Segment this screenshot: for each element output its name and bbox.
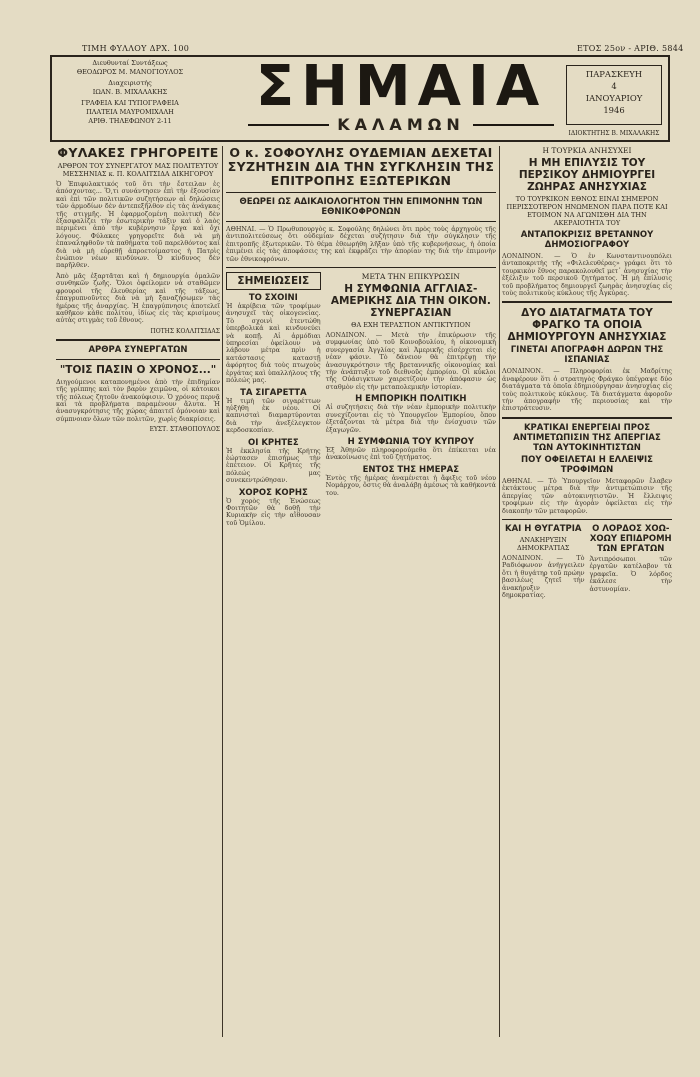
kicker: Η ΤΟΥΡΚΙΑ ΑΝΗΣΥΧΕΙ (542, 146, 632, 155)
headline-rule (226, 192, 496, 193)
subheadline: ΑΝΤΑΠΟΚΡΙΣΙΣ ΒΡΕΤΑΝΝΟΥ ΔΗΜΟΣΙΟΓΡΑΦΟΥ (520, 230, 654, 250)
article-headline: ΧΟΡΟΣ ΚΟΡΗΣ (238, 487, 308, 498)
section-rule (502, 301, 672, 303)
headline-agreement: Η ΣΥΜΦΩΝΙΑ ΑΓΓΛΙΑΣ-ΑΜΕΡΙΚΗΣ ΔΙΑ ΤΗΝ ΟΙΚΟΝ. ΣΥΝΕΡΓΑΣΙΑΝ (330, 283, 491, 320)
notes-column (226, 272, 321, 530)
article-text: Ἡ ἀκρίβεια τῶν τροφίμων ἀνησυχεῖ τὰς οἰκογενείας. Τὸ σχοινὶ ἐτεντώθη ὑπερβολικά καὶ κινδυνεύει νὰ κοπῇ. Αἱ ἁρμόδιαι ὑπηρεσίαι ὀφείλουν νὰ λάβουν μέτρα πρὶν ἡ κατάστασις καταστῇ ἀφόρητος διὰ τοὺς πτωχοὺς ἐργάτας καὶ ὑπαλλήλους τῆς πόλεώς μας. (226, 302, 321, 385)
section-rule (226, 267, 496, 268)
article-text: Ἡ ἐκκλησία τῆς Κρήτης ἐώρτασεν ἐπισήμως τὴν ἐπέτειον. Οἱ Κρῆτες τῆς πόλεώς μας συνεκεντρώθησαν. (226, 446, 321, 485)
column-left (56, 146, 220, 1037)
article-text: Ἐντὸς τῆς ἡμέρας ἀναμένεται ἡ ἄφιξις τοῦ νέου Νομάρχου, ὅστις θὰ ἀναλάβῃ ἀμέσως τὰ καθήκοντά του. (325, 473, 496, 497)
date-box (566, 65, 662, 140)
subheadline: ΠΟΥ ΟΦΕΙΛΕΤΑΙ Η ΕΛΛΕΙΨΙΣ ΤΡΟΦΙΜΩΝ (521, 454, 653, 475)
article-text: Ἀντιπρόσωποι τῶν ἐργατῶν κατέλαβον τὰ γραφεῖα. Ὁ λόρδος ἐκάλεσε τὴν ἀστυνομίαν. (589, 554, 672, 593)
article-headline: Η ΕΜΠΟΡΙΚΗ ΠΟΛΙΤΙΚΗ (355, 394, 467, 405)
column-divider (499, 146, 500, 1037)
column-middle (226, 146, 496, 1037)
weekday: ΠΑΡΑΣΚΕΥΗ (585, 69, 643, 79)
owner-label: ΙΔΙΟΚΤΗΤΗΣ Β. ΜΙΧΑΛΑΚΗΣ (568, 130, 660, 137)
article-text: Ἐξ Ἀθηνῶν πληροφορούμεθα ὅτι ἐπίκειται νέα ἀνακοίνωσις ἐπὶ τοῦ ζητήματος. (325, 445, 496, 462)
article-text: ΛΟΝΔΙΝΟΝ. — Πληροφορίαι ἐκ Μαδρίτης ἀναφέρουν ὅτι ὁ στρατηγὸς Φράγκο ὑπέγραψε δύο διατάγματα τὰ ὁποῖα ἐδημιούργησαν ἀνησυχίας εἰς τοὺς πολιτικοὺς κύκλους. Τὰ διατάγματα ἀφοροῦν τὴν ἀπογραφὴν τῆς περιουσίας καὶ τὴν ἐπιστράτευσιν. (502, 367, 672, 413)
article-headline: Η ΣΥΜΦΩΝΙΑ ΤΟΥ ΚΥΠΡΟΥ (347, 436, 474, 447)
signature: ΠΟΤΗΣ ΚΟΛΛΙΤΣΙΔΑΣ (150, 327, 220, 335)
article-text: ΛΟΝΔΙΝΟΝ. — Μετὰ τὴν ἐπικύρωσιν τῆς συμφωνίας ὑπὸ τοῦ Κοινοβουλίου, ἡ οἰκονομικὴ συνεργασία Ἀγγλίας καὶ Ἀμερικῆς εἰσέρχεται εἰς νέαν φάσιν. Τὸ δάνειον θὰ ἐπιτρέψῃ τὴν ἀνασυγκρότησιν τῆς βρεταννικῆς οἰκονομίας καὶ τὴν ἀνάπτυξιν τοῦ διεθνοῦς ἐμπορίου. Οἱ κύκλοι τῆς Οὐάσιγκτων χαιρετίζουν τὴν ἀπόφασιν ὡς σταθμὸν εἰς τὴν μεταπολεμικὴν ἱστορίαν. (325, 331, 496, 391)
article-headline: ΕΝΤΟΣ ΤΗΣ ΗΜΕΡΑΣ (362, 464, 460, 475)
year: 1946 (603, 105, 625, 115)
subtitle-rule (248, 124, 329, 126)
credit-line: ΠΛΑΤΕΙΑ ΜΑΥΡΟΜΙΧΑΛΗ (86, 107, 174, 116)
article-headline: ΚΑΙ Η ΘΥΓΑΤΡΙΑ (504, 523, 582, 534)
section-rule (502, 417, 672, 419)
credit-line: Διαχειριστής (108, 79, 152, 88)
issue-label: ΕΤΟΣ 25ον - ΑΡΙΘ. 5844 (577, 44, 684, 53)
signature: ΕΥΣΤ. ΣΤΑΘΟΠΟΥΛΟΣ (149, 426, 220, 434)
article-headline: "ΤΟΙΣ ΠΑΣΙΝ Ο ΧΡΟΝΟΣ..." (59, 363, 217, 376)
headline-franco: ΔΥΟ ΔΙΑΤΑΓΜΑΤΑ ΤΟΥ ΦΡΑΓΚΟ ΤΑ ΟΠΟΙΑ ΔΗΜΙΟΥΡΓΟΥΝ ΑΝΗΣΥΧΙΑΣ (507, 307, 667, 344)
subheadline: ΑΝΑΚΗΡΥΞΙΝ ΔΗΜΟΚΡΑΤΙΑΣ (517, 535, 570, 552)
column-divider (222, 146, 223, 1037)
article-text: ΑΘΗΝΑΙ. — Ὁ Πρωθυπουργὸς κ. Σοφούλης δηλώνει ὅτι πρὸς τοὺς ἀρχηγοὺς τῆς ἀντιπολιτεύσεως ὅτι οὐδεμίαν δέχεται συζήτησιν διὰ τὴν σύγκλησιν τῆς ἐπιτροπῆς ἐξωτερικῶν. Τὸ θέμα ἐθεωρήθη λῆξαν ὑπὸ τῆς κυβερνήσεως, ἡ ὁποία ἐπιμένει εἰς τὰς ἀποφάσεις της καὶ ἐκφράζει τὴν ἀπορίαν της διὰ τὴν ἐπιμονὴν τῶν ἐθνικοφρόνων. (226, 225, 496, 263)
credit-line: ΙΩΑΝ. Β. ΜΙΧΑΛΑΚΗΣ (92, 87, 168, 96)
newspaper-subtitle-row (248, 115, 554, 134)
notes-subtitle: ΤΟ ΣΧΟΙΝΙ (248, 293, 298, 304)
price-label: ΤΙΜΗ ΦΥΛΛΟΥ ΔΡΧ. 100 (82, 44, 190, 53)
subheadline: ΘΕΩΡΕΙ ΩΣ ΑΔΙΚΑΙΟΛΟΓΗΤΟΝ ΤΗΝ ΕΠΙΜΟΝΗΝ ΤΩΝ ΕΘΝΙΚΟΦΡΟΝΩΝ (239, 197, 483, 217)
subheadline: ΓΙΝΕΤΑΙ ΑΠΟΓΡΑΦΗ ΔΩΡΩΝ ΤΗΣ ΙΣΠΑΝΙΑΣ (510, 345, 664, 366)
section-title: ΑΡΘΡΑ ΣΥΝΕΡΓΑΤΩΝ (88, 344, 188, 355)
subheadline: ΤΟ ΤΟΥΡΚΙΚΟΝ ΕΘΝΟΣ ΕΙΝΑΙ ΣΗΜΕΡΟΝ ΠΕΡΙΣΣΟΤΕΡΟΝ ΗΝΩΜΕΝΟΝ ΠΑΡΑ ΠΟΤΕ ΚΑΙ ΕΤΟΙΜΟΝ ΝΑ ΑΓΩΝΙΣΘΗ ΔΙΑ ΤΗΝ ΑΚΕΡΑΙΟΤΗΤΑ ΤΟΥ (506, 195, 668, 227)
article-text: ΑΘΗΝΑΙ. — Τὸ Ὑπουργεῖον Μεταφορῶν ἔλαβεν ἐκτάκτους μέτρα διὰ τὴν ἀντιμετώπισιν τῆς ἀπεργίας τῶν αὐτοκινητιστῶν. Ἡ ἔλλειψις τροφίμων εἰς τὴν ἀγορὰν ὀφείλεται εἰς τὴν διακοπὴν τῶν μεταφορῶν. (502, 476, 672, 515)
newspaper-subtitle: ΚΑΛΑΜΩΝ (337, 115, 465, 134)
credit-line: Διευθυνταί Συντάξεως (92, 59, 168, 67)
section-rule (56, 359, 220, 360)
section-rule (56, 339, 220, 341)
article-text: Ἀπὸ μᾶς ἐξαρτᾶται καὶ ἡ δημιουργία ὁμαλῶν συνθηκῶν ζωῆς. Ὅλοι ὀφείλομεν νὰ σταθῶμεν φρουροὶ τῆς ἐλευθερίας καὶ τῆς τάξεως, ἐπαγρυπνοῦντες διὰ νὰ μὴ ξαναζήσωμεν τὰς ἡμέρας τῆς ἀναρχίας. Ἡ ἐπαγρύπνησις ἀποτελεῖ καθῆκον κάθε πολίτου, ἰδίως εἰς τὰς κρισίμους αὐτὰς στιγμὰς τοῦ ἔθνους. (56, 271, 220, 325)
byline: ΑΡΘΡΟΝ ΤΟΥ ΣΥΝΕΡΓΑΤΟΥ ΜΑΣ ΠΟΛΙΤΕΥΤΟΥ ΜΕΣΣΗΝΙΑΣ κ. Π. ΚΟΛΛΙΤΣΙΔΑ ΔΙΚΗΓΟΡΟΥ (57, 162, 219, 178)
masthead (50, 55, 670, 142)
masthead-credits (56, 59, 204, 125)
headline-guards: ΦΥΛΑΚΕΣ ΓΡΗΓΟΡΕΙΤΕ (57, 146, 219, 160)
subtitle-rule (473, 124, 554, 126)
credit-line: ΑΡΙΘ. ΤΗΛΕΦΩΝΟΥ 2-11 (88, 116, 172, 125)
headline-strike: ΚΡΑΤΙΚΑΙ ΕΝΕΡΓΕΙΑΙ ΠΡΟΣ ΑΝΤΙΜΕΤΩΠΙΣΙΝ ΤΗΣ ΑΠΕΡΓΙΑΣ ΤΩΝ ΑΥΤΟΚΙΝΗΤΙΣΤΩΝ (513, 422, 661, 453)
article-headline: ΟΙ ΚΡΗΤΕΣ (247, 437, 299, 448)
headline-rule (226, 221, 496, 222)
article-text: Αἱ συζητήσεις διὰ τὴν νέαν ἐμπορικὴν πολιτικὴν συνεχίζονται εἰς τὸ Ὑπουργεῖον Ἐμπορίου, ὅπου ἐξετάζονται τὰ μέτρα διὰ τὴν ἐνίσχυσιν τῶν ἐξαγωγῶν. (325, 403, 496, 434)
credit-line: ΓΡΑΦΕΙΑ ΚΑΙ ΤΥΠΟΓΡΑΦΕΙΑ (81, 99, 179, 108)
middle-grid (226, 272, 496, 530)
headline-turkey: Η ΜΗ ΕΠΙΛΥΣΙΣ ΤΟΥ ΠΕΡΣΙΚΟΥ ΔΗΜΙΟΥΡΓΕΙ ΖΩΗΡΑΣ ΑΝΗΣΥΧΙΑΣ (518, 157, 656, 193)
article-headline: Ο ΛΟΡΔΟΣ ΧΟΩ-ΧΟΩΥ ΕΠΙΔΡΟΜΗ ΤΩΝ ΕΡΓΑΤΩΝ (589, 523, 672, 554)
headline-sofoulis: Ο κ. ΣΟΦΟΥΛΗΣ ΟΥΔΕΜΙΑΝ ΔΕΧΕΤΑΙ ΣΥΖΗΤΗΣΙΝ ΔΙΑ ΤΗΝ ΣΥΓΚΛΗΣΙΝ ΤΗΣ ΕΠΙΤΡΟΠΗΣ ΕΞΩΤΕΡΙΚΩΝ (227, 146, 495, 188)
article-text: ΛΟΝΔΙΝΟΝ. — Ὁ ἐν Κωνσταντινουπόλει ἀνταποκριτὴς τῆς «Φιλελευθέρας» γράφει ὅτι τὸ τουρκικὸν ἔθνος παρακολουθεῖ μετ᾽ ἀνησυχίας τὴν ἐξέλιξιν τοῦ περσικοῦ ζητήματος. Ἡ μὴ ἐπίλυσις τοῦ προβλήματος δημιουργεῖ ζωηρὰς ἀνησυχίας εἰς τοὺς πολιτικοὺς κύκλους τῆς Ἀγκύρας. (502, 252, 672, 298)
article-text: Ὁ Ἐπιφυλακτικός τοῦ ὅτι τὴν ἔστειλαν ἐς ἀπόσχοντας... Ὅ,τι συνάντησεν ἐπὶ τὴν ἐξουσίαν καὶ ἐπὶ τῶν πολιτικῶν συζητήσεων αἱ δηλώσεις τῶν ἀρμοδίων δὲν ἀντεπεξῆλθον εἰς τὰς ἀνάγκας τῆς στιγμῆς. Ἡ ἐφαρμοζομένη πολιτικὴ δὲν ἐξασφαλίζει τὴν ἐσωτερικὴν τάξιν καὶ ὁ λαὸς περιμένει ἀπὸ τὴν κυβέρνησιν ἔργα καὶ ὄχι λόγους. Φύλακες γρηγορεῖτε διὰ νὰ μὴ ἐπαναληφθοῦν τὰ παθήματα τοῦ παρελθόντος καὶ διὰ νὰ μὴ εὑρεθῇ ἀπροετοίμαστος ἡ Πατρὶς ἐνώπιον νέων κινδύνων. Ὁ κίνδυνος δὲν παρῆλθεν. (56, 180, 220, 270)
article-text: Ἡ τιμὴ τῶν σιγαρέττων ηὐξήθη ἐκ νέου. Οἱ καπνισταὶ διαμαρτύρονται διὰ τὴν ἀνεξέλεγκτον κερδοσκοπίαν. (226, 396, 321, 435)
subheadline: ΘΑ ΕΧΗ ΤΕΡΑΣΤΙΟΝ ΑΝΤΙΚΤΥΠΟΝ (351, 321, 471, 330)
kicker: ΜΕΤΑ ΤΗΝ ΕΠΙΚΥΡΩΣΙΝ (361, 272, 460, 282)
notes-title: ΣΗΜΕΙΩΣΕΙΣ (226, 272, 321, 290)
bottom-pair (502, 524, 672, 602)
credit-line: ΘΕΟΔΩΡΟΣ Μ. ΜΑΝΟΓΙΟΥΛΟΣ (76, 67, 184, 76)
article-text: Ὁ χορὸς τῆς Ἑνώσεως Φοιτητῶν θὰ δοθῇ τὴν Κυριακὴν εἰς τὴν αἴθουσαν τοῦ Ὁμίλου. (226, 496, 321, 527)
month: ΙΑΝΟΥΑΡΙΟΥ (585, 93, 643, 103)
column-right (502, 146, 672, 1037)
article-text: Διηγούμενοι καταπονημένοι ἀπὸ τὴν ἐπιδημίαν τῆς γρίππης καὶ τὸν βαρὺν χειμῶνα, οἱ κάτοικοι τῆς πόλεως ζητοῦν ἀνακούφισιν. Ὁ χρόνος περνᾷ καὶ τὰ προβλήματα παραμένουν ἄλυτα. Ἡ ἀνασυγκρότησις τῆς χώρας ἀπαιτεῖ ὁμόνοιαν καὶ σύμπνοιαν ὅλων τῶν πολιτῶν, χωρὶς διακρίσεις. (56, 377, 220, 423)
day-number: 4 (611, 81, 617, 91)
agreement-column (326, 272, 496, 530)
newspaper-title: ΣΗΜΑΙΑ (255, 54, 547, 119)
section-rule (502, 519, 672, 520)
article-headline: ΤΑ ΣΙΓΑΡΕΤΤΑ (240, 387, 307, 398)
article-text: ΛΟΝΔΙΝΟΝ. — Τὸ Ραδιόφωνον ἀνήγγειλεν ὅτι ἡ θυγάτηρ τοῦ πρώην βασιλέως ζητεῖ τὴν ἀνακήρυξιν δημοκρατίας. (502, 553, 585, 599)
